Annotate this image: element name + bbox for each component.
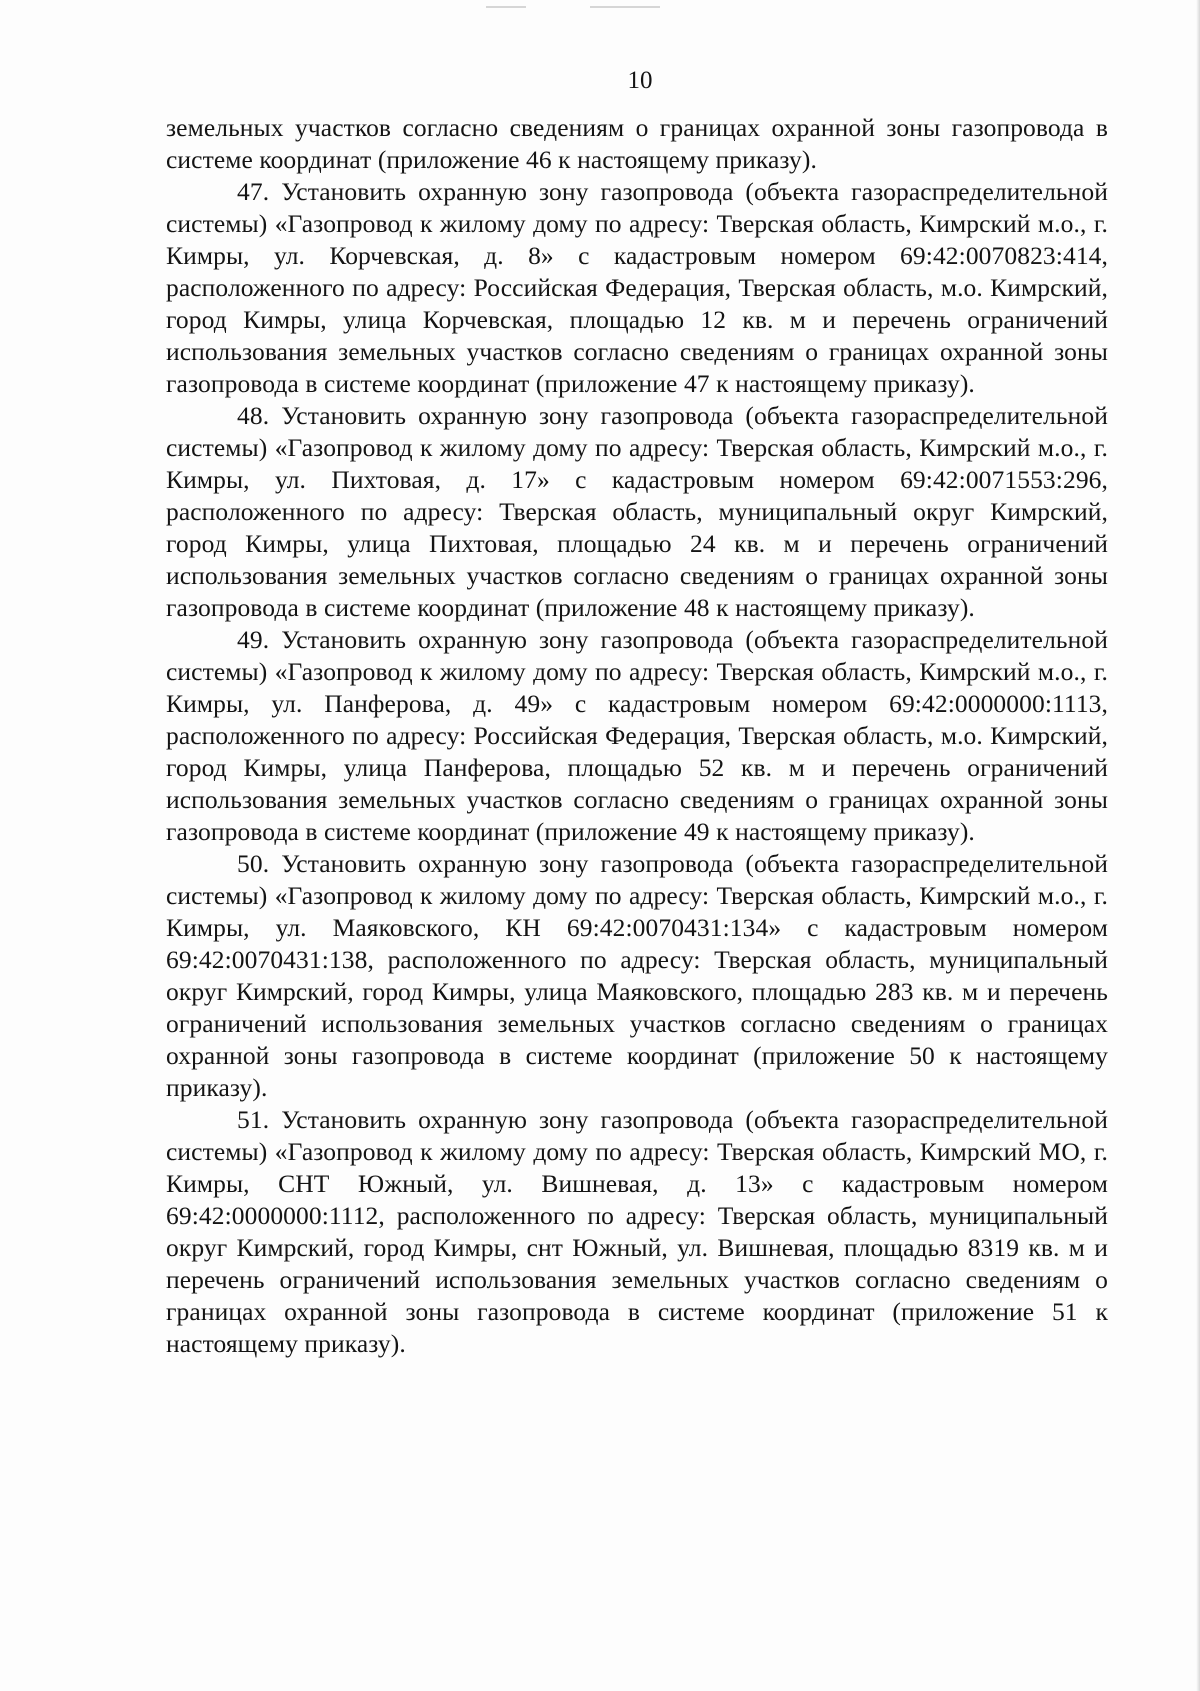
paragraph-item-51: 51. Установить охранную зону газопровода (объекта газораспределительной системы) «Газопровод к жилому дому по адресу: Тверская область, Кимрский МО, г. Кимры, СНТ Южный, ул. Вишневая, д. 13» с кадастровым номером 69:42:0000000:1112, расположенного по адресу: Тверская область, муниципальный округ Кимрский, город Кимры, снт Южный, ул. Вишневая, площадью 8319 кв. м и перечень ограничений использования земельных участков согласно сведениям о границах охранной зоны газопровода в системе координат (приложение 51 к настоящему приказу). bbox=[166, 1105, 1108, 1358]
page-number: 10 bbox=[627, 67, 653, 94]
paragraph-item-48: 48. Установить охранную зону газопровода (объекта газораспределительной системы) «Газопровод к жилому дому по адресу: Тверская область, Кимрский м.о., г. Кимры, ул. Пихтовая, д. 17» с кадастровым номером 69:42:0071553:296, расположенного по адресу: Тверская область, муниципальный округ Кимрский, город Кимры, улица Пихтовая, площадью 24 кв. м и перечень ограничений использования земельных участков согласно сведениям о границах охранной зоны газопровода в системе координат (приложение 48 к настоящему приказу). bbox=[166, 401, 1108, 622]
page-edge-shadow bbox=[1196, 0, 1200, 1691]
paragraph-continuation: земельных участков согласно сведениям о границах охранной зоны газопровода в системе координат (приложение 46 к настоящему приказу). bbox=[166, 113, 1108, 174]
paragraph-item-47: 47. Установить охранную зону газопровода (объекта газораспределительной системы) «Газопровод к жилому дому по адресу: Тверская область, Кимрский м.о., г. Кимры, ул. Корчевская, д. 8» с кадастровым номером 69:42:0070823:414, расположенного по адресу: Российская Федерация, Тверская область, м.о. Кимрский, город Кимры, улица Корчевская, площадью 12 кв. м и перечень ограничений использования земельных участков согласно сведениям о границах охранной зоны газопровода в системе координат (приложение 47 к настоящему приказу). bbox=[166, 177, 1108, 398]
scan-artifact bbox=[486, 6, 526, 8]
paragraph-item-50: 50. Установить охранную зону газопровода (объекта газораспределительной системы) «Газопровод к жилому дому по адресу: Тверская область, Кимрский м.о., г. Кимры, ул. Маяковского, КН 69:42:0070431:134» с кадастровым номером 69:42:0070431:138, расположенного по адресу: Тверская область, муниципальный округ Кимрский, город Кимры, улица Маяковского, площадью 283 кв. м и перечень ограничений использования земельных участков согласно сведениям о границах охранной зоны газопровода в системе координат (приложение 50 к настоящему приказу). bbox=[166, 849, 1108, 1102]
document-body bbox=[166, 112, 1108, 1360]
scan-artifact bbox=[590, 6, 660, 8]
paragraph-item-49: 49. Установить охранную зону газопровода (объекта газораспределительной системы) «Газопровод к жилому дому по адресу: Тверская область, Кимрский м.о., г. Кимры, ул. Панферова, д. 49» с кадастровым номером 69:42:0000000:1113, расположенного по адресу: Российская Федерация, Тверская область, м.о. Кимрский, город Кимры, улица Панферова, площадью 52 кв. м и перечень ограничений использования земельных участков согласно сведениям о границах охранной зоны газопровода в системе координат (приложение 49 к настоящему приказу). bbox=[166, 625, 1108, 846]
